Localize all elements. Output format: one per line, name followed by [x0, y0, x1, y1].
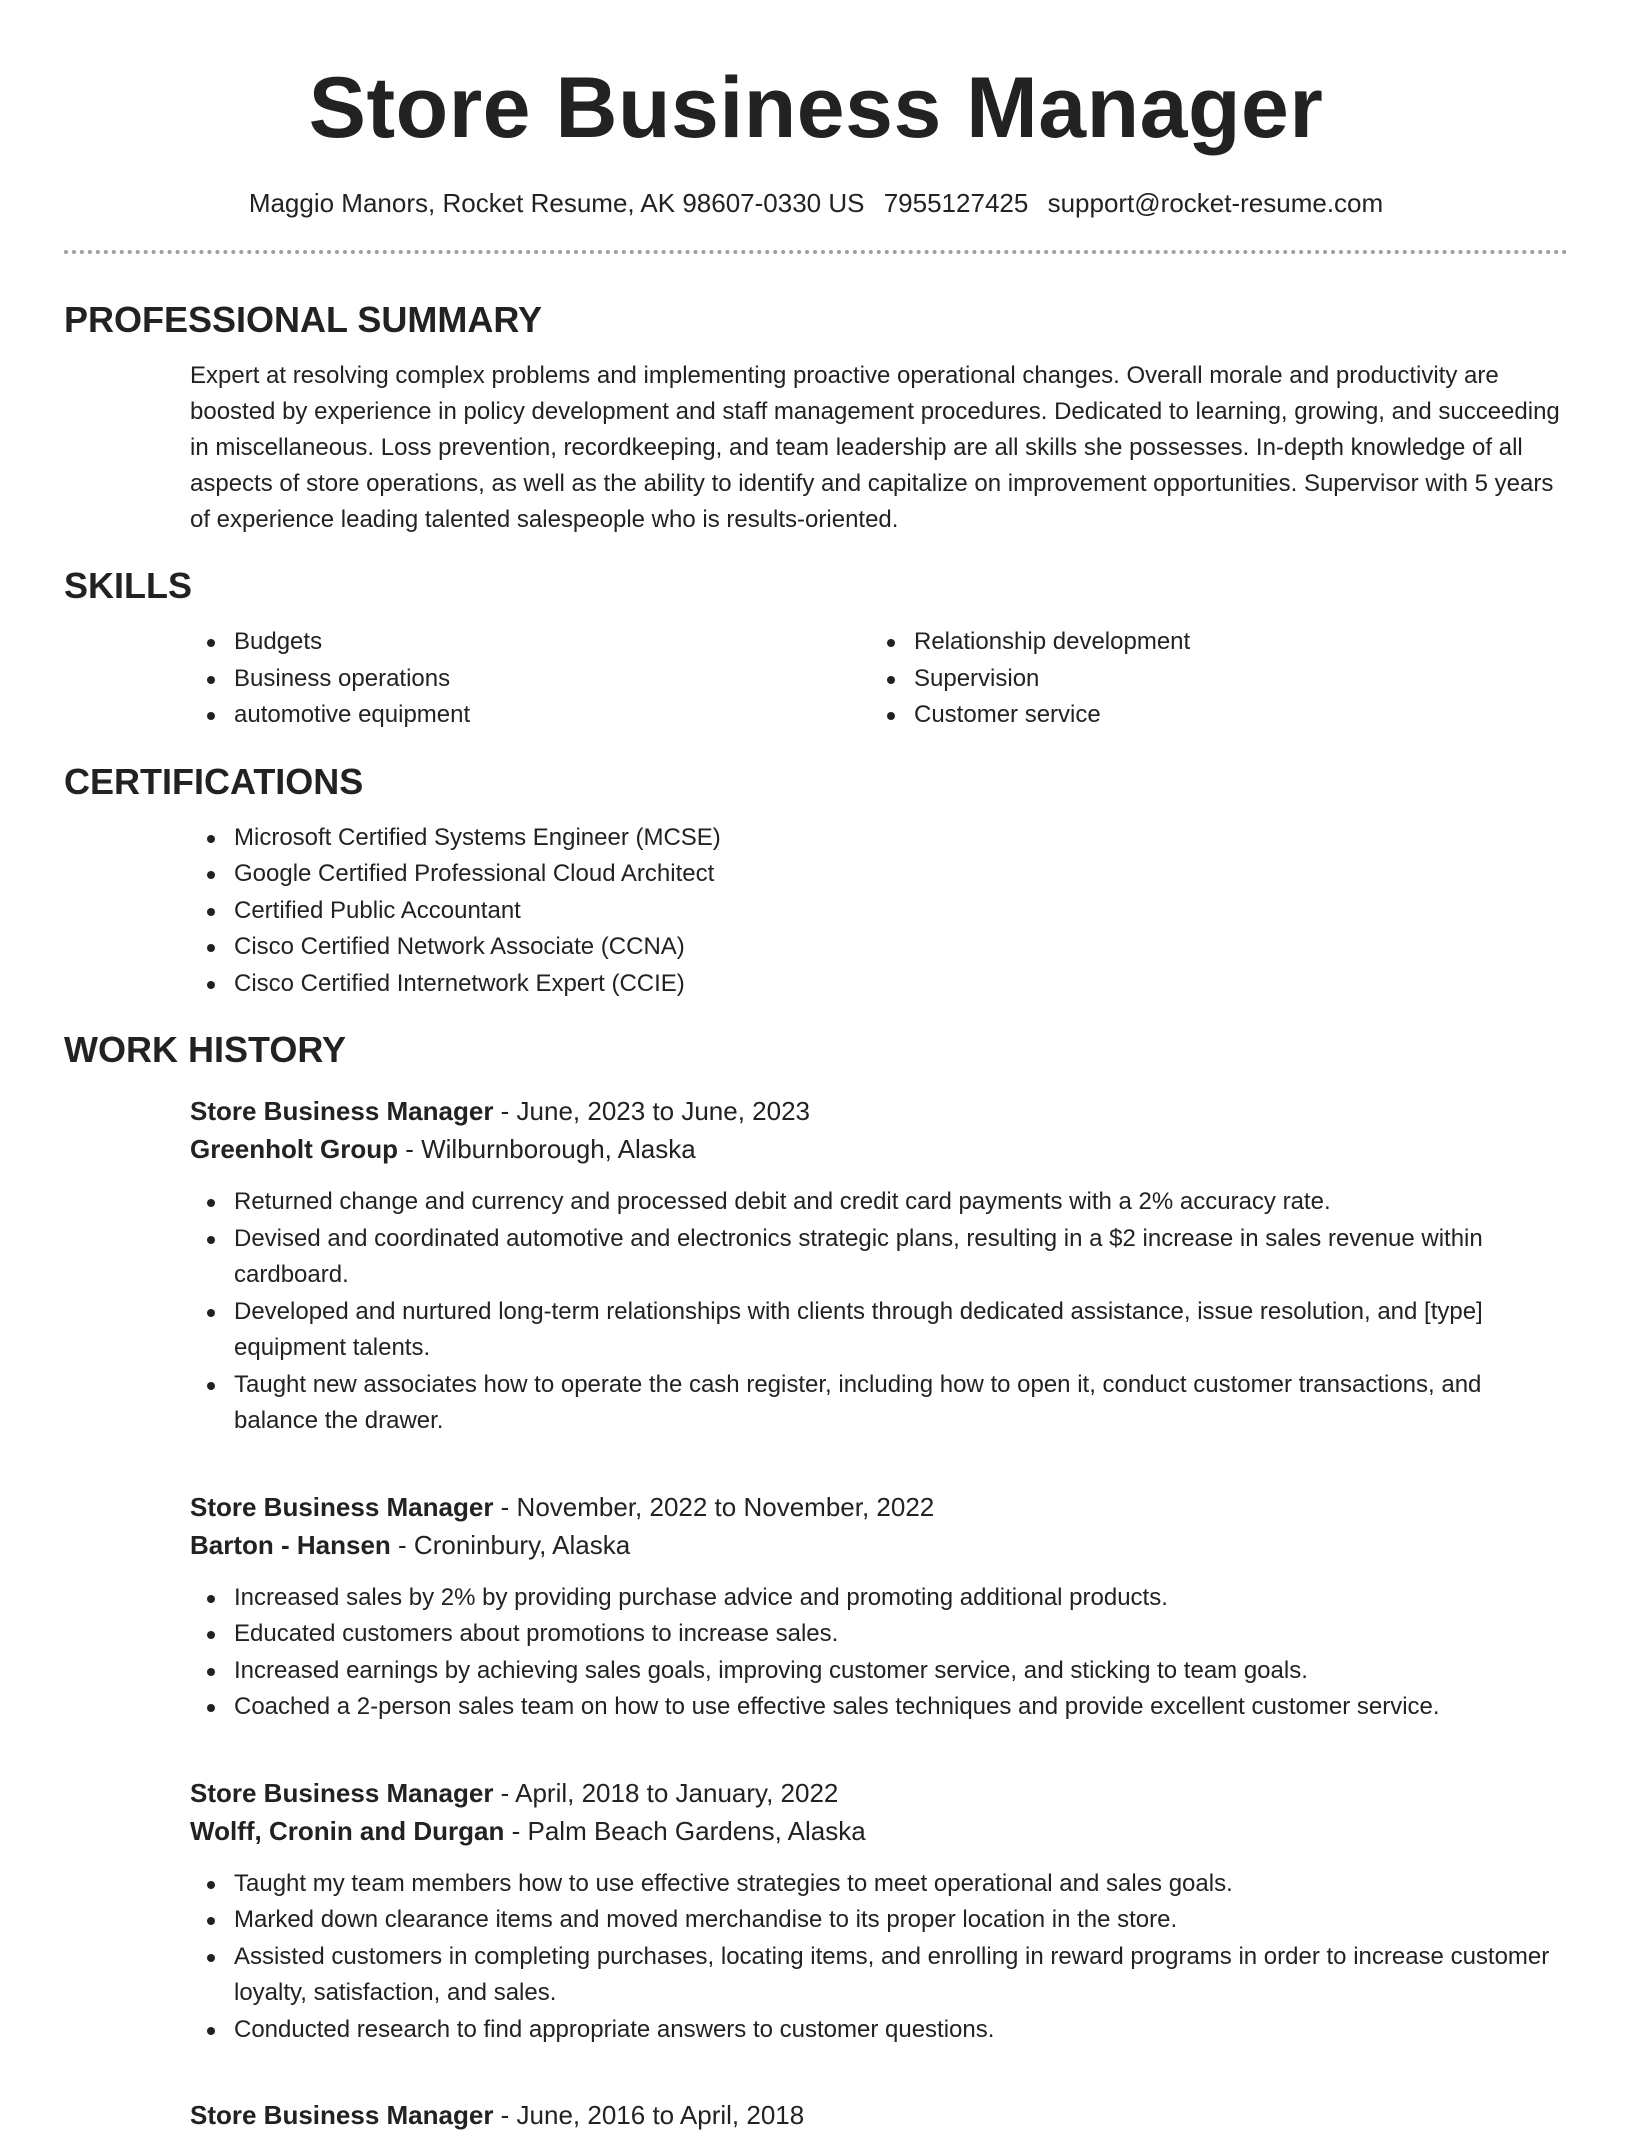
skill-item: Relationship development [870, 624, 1550, 661]
contact-address: Maggio Manors, Rocket Resume, AK 98607-0330 US [248, 188, 865, 218]
skills-section [64, 564, 1568, 734]
skills-list-right [870, 624, 1550, 734]
separator: - [493, 1777, 516, 1808]
job-company-line [190, 1130, 1568, 1168]
job-location: Palm Beach Gardens, Alaska [527, 1815, 866, 1846]
certifications-list [190, 820, 1568, 1003]
job-bullet: Devised and coordinated automotive and electronics strategic plans, resulting in a $2 increase in sales revenue within cardboard. [190, 1221, 1568, 1294]
job-bullet: Marked down clearance items and moved merchandise to its proper location in the store. [190, 1902, 1568, 1939]
summary-heading: PROFESSIONAL SUMMARY [64, 299, 543, 340]
certification-item: Microsoft Certified Systems Engineer (MCSE) [190, 820, 1568, 857]
job-dates: June, 2016 to April, 2018 [516, 2100, 805, 2130]
skills-list-left [190, 624, 870, 734]
summary-body [64, 358, 1568, 538]
job-title: Store Business Manager [190, 1777, 494, 1808]
job-entry [190, 1488, 1568, 1726]
candidate-name: Store Business Manager [308, 60, 1324, 156]
certification-item: Certified Public Accountant [190, 893, 1568, 930]
certifications-section [64, 760, 1568, 1003]
job-title: Store Business Manager [190, 2100, 494, 2130]
job-title-line [190, 1488, 1568, 1526]
job-bullet: Developed and nurtured long-term relationships with clients through dedicated assistance, issue resolution, and [type] equipment talents. [190, 1294, 1568, 1367]
header-divider [64, 250, 1568, 254]
job-bullet: Taught new associates how to operate the cash register, including how to open it, conduct customer transactions, and balance the drawer. [190, 1367, 1568, 1440]
skill-item: Budgets [190, 624, 870, 661]
job-bullets [190, 1184, 1568, 1440]
job-entry [190, 1092, 1568, 1440]
work-history-heading: WORK HISTORY [64, 1029, 347, 1070]
certification-item: Google Certified Professional Cloud Architect [190, 856, 1568, 893]
certification-item: Cisco Certified Network Associate (CCNA) [190, 929, 1568, 966]
job-company-line [190, 1526, 1568, 1564]
contact-email: support@rocket-resume.com [1047, 188, 1384, 218]
job-entry [190, 1774, 1568, 2049]
job-title-line [190, 1774, 1568, 1812]
summary-text: Expert at resolving complex problems and implementing proactive operational changes. Overall morale and productivity are boosted by experience in policy development and staff management procedures. Dedicated to learning, growing, and succeeding in miscellaneous. Loss prevention, recordkeeping, and team leadership are all skills she possesses. In-depth knowledge of all aspects of store operations, as well as the ability to identify and capitalize on improvement opportunities. Supervisor with 5 years of experience leading talented salespeople who is results-oriented. [190, 362, 1560, 533]
job-location: Croninbury, Alaska [413, 1529, 631, 1560]
separator: - [390, 1529, 414, 1560]
job-title-line [190, 2096, 1568, 2134]
job-company-line [190, 1812, 1568, 1850]
job-bullet: Educated customers about promotions to increase sales. [190, 1616, 1568, 1653]
job-bullets [190, 1866, 1568, 2049]
job-title-line [190, 1092, 1568, 1130]
job-dates: June, 2023 to June, 2023 [516, 1096, 811, 1126]
skill-item: automotive equipment [190, 697, 870, 734]
job-entry [190, 2096, 1568, 2134]
summary-section [64, 298, 1568, 538]
job-title: Store Business Manager [190, 1096, 494, 1126]
job-company: Greenholt Group [190, 1134, 398, 1164]
separator: - [493, 1096, 517, 1126]
job-bullet: Increased earnings by achieving sales goals, improving customer service, and sticking to team goals. [190, 1653, 1568, 1690]
job-bullet: Assisted customers in completing purchases, locating items, and enrolling in reward programs in order to increase customer loyalty, satisfaction, and sales. [190, 1939, 1568, 2012]
separator: - [493, 2100, 517, 2130]
work-history-section [64, 1028, 1568, 2134]
job-bullet: Increased sales by 2% by providing purchase advice and promoting additional products. [190, 1580, 1568, 1617]
skills-heading: SKILLS [64, 565, 193, 606]
job-company: Barton - Hansen [190, 1529, 391, 1560]
job-bullet: Conducted research to find appropriate answers to customer questions. [190, 2012, 1568, 2049]
job-bullet: Taught my team members how to use effective strategies to meet operational and sales goals. [190, 1866, 1568, 1903]
contact-phone: 7955127425 [883, 188, 1029, 218]
certification-item: Cisco Certified Internetwork Expert (CCIE) [190, 966, 1568, 1003]
separator: - [493, 1491, 517, 1522]
job-dates: April, 2018 to January, 2022 [515, 1777, 839, 1808]
job-bullets [190, 1580, 1568, 1726]
skill-item: Customer service [870, 697, 1550, 734]
certifications-heading: CERTIFICATIONS [64, 760, 364, 802]
job-location: Wilburnborough, Alaska [421, 1134, 696, 1164]
job-bullet: Coached a 2-person sales team on how to use effective sales techniques and provide excellent customer service. [190, 1689, 1568, 1726]
work-history-body [64, 1092, 1568, 2134]
job-title: Store Business Manager [190, 1491, 494, 1522]
job-company: Wolff, Cronin and Durgan [190, 1815, 505, 1846]
separator: - [398, 1134, 422, 1164]
contact-line [64, 186, 1568, 220]
job-bullet: Returned change and currency and processed debit and credit card payments with a 2% accuracy rate. [190, 1184, 1568, 1221]
skill-item: Business operations [190, 661, 870, 698]
certifications-body [64, 820, 1568, 1003]
skill-item: Supervision [870, 661, 1550, 698]
resume-header [64, 0, 1568, 220]
separator: - [504, 1815, 528, 1846]
skills-columns [64, 624, 1568, 734]
job-dates: November, 2022 to November, 2022 [516, 1491, 935, 1522]
